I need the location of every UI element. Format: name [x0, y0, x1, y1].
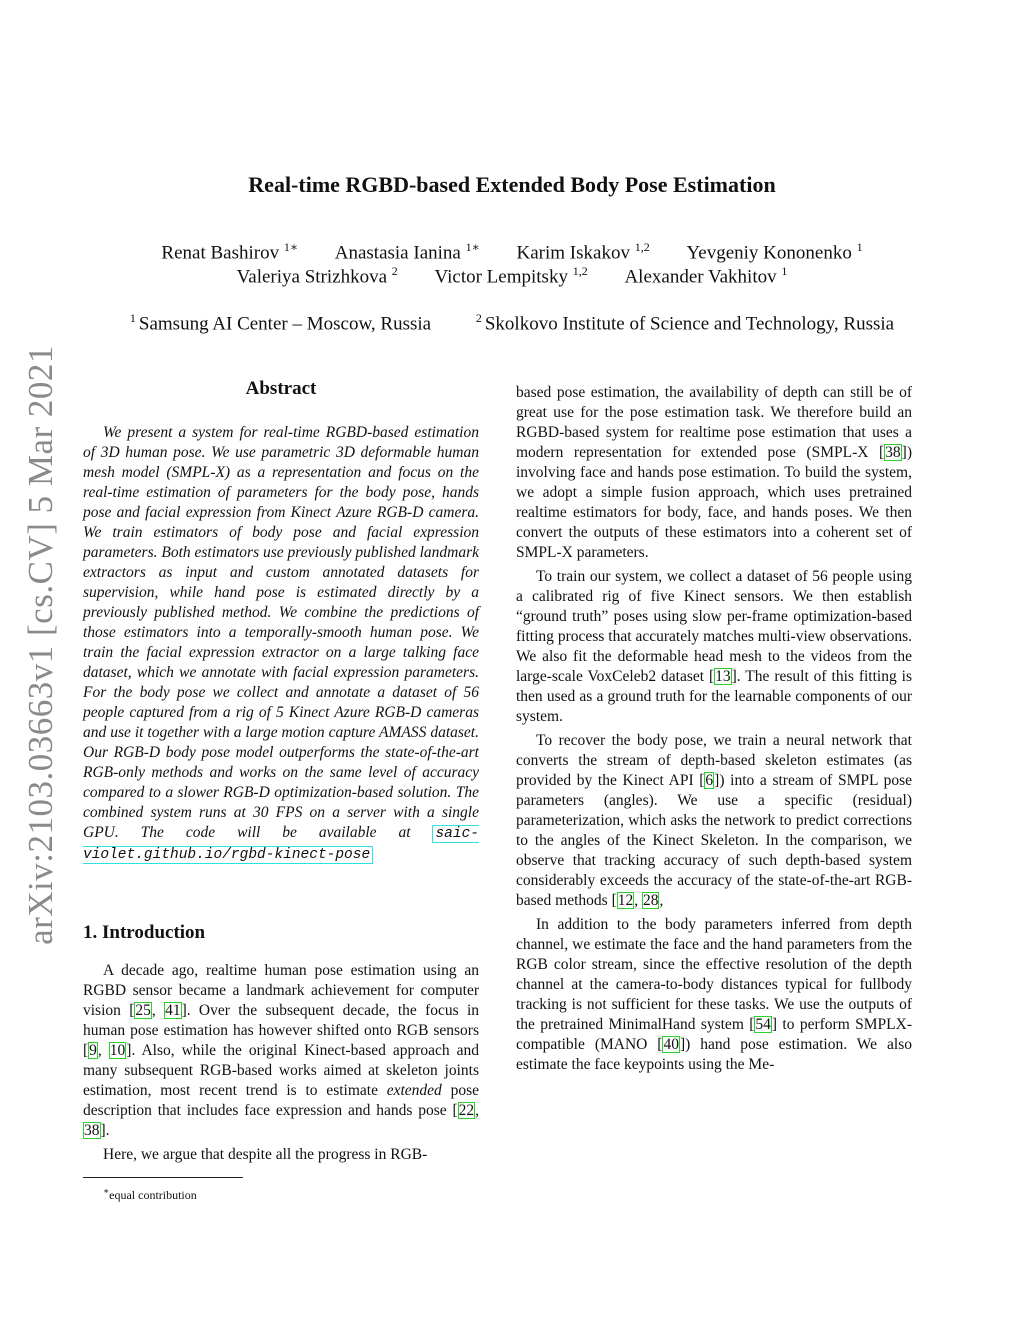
intro-paragraph: Here, we argue that despite all the progress in RGB-	[103, 1146, 428, 1163]
abstract-heading: Abstract	[245, 378, 317, 399]
arxiv-sidebar	[10, 345, 72, 945]
citation-link[interactable]: 38	[84, 1122, 100, 1139]
author: Karim Iskakov $^{1,2}$	[516, 240, 650, 264]
authors-row-2	[0, 264, 1024, 288]
citation-link[interactable]: 54	[755, 1016, 771, 1033]
author: Alexander Vakhitov $^1$	[624, 264, 788, 288]
footnote: ∗equal contribution	[103, 1186, 197, 1202]
arxiv-identifier: arXiv:2103.03663v1 [cs.CV] 5 Mar 2021	[21, 345, 60, 945]
affiliations	[0, 311, 1024, 335]
citation-link[interactable]: 12	[617, 892, 634, 909]
body-paragraph: In addition to the body parameters inferred from depth channel, we estimate the face and the hand parameters from the RGB color stream, since the effective resolution of the depth channel at the camera-to-body distances typical for fullbody tracking is not sufficient for these tasks. We use the outputs of the pretrained MinimalHand system [54] to perform SMPLX-compatible (MANO [40]) hand pose estimation. We also estimate the face keypoints using the Me-	[516, 916, 912, 1073]
citation-link[interactable]: 38	[885, 444, 901, 461]
author: Victor Lempitsky $^{1,2}$	[434, 264, 588, 288]
affiliation: $^2$ Skolkovo Institute of Science and Technology, Russia	[475, 311, 895, 335]
author: Valeriya Strizhkova $^2$	[236, 264, 398, 288]
citation-link[interactable]: 41	[165, 1002, 181, 1019]
affiliation: $^1$ Samsung AI Center – Moscow, Russia	[129, 311, 432, 335]
citation-link[interactable]: 9	[89, 1042, 97, 1059]
author: Yevgeniy Kononenko $^1$	[686, 240, 863, 264]
footnote-rule	[83, 1177, 243, 1178]
body-paragraph: based pose estimation, the availability of depth can still be of great use for the pose estimation task. We therefore build an RGBD-based system for realtime pose estimation that uses a modern representation for extended pose (SMPL-X [38]) involving face and hands pose estimation. To build the system, we adopt a simple fusion approach, which uses pretrained realtime estimators for body, face, and hands poses. We then convert the outputs of these estimators into a coherent set of SMPL-X parameters.	[516, 384, 912, 561]
citation-link[interactable]: 40	[663, 1036, 679, 1053]
left-column	[83, 379, 479, 1206]
citation-link[interactable]: 22	[458, 1102, 475, 1119]
right-column	[516, 383, 912, 1079]
citation-link[interactable]: 10	[109, 1042, 126, 1059]
authors-row-1	[0, 240, 1024, 264]
abstract-text: We present a system for real-time RGBD-based estimation of 3D human pose. We use parametric 3D deformable human mesh model (SMPL-X) as a representation and focus on the real-time estimation of parameters for the body pose, hands pose and facial expression from Kinect Azure RGB-D camera. We train estimators of body pose and facial expression parameters. Both estimators use previously published landmark extractors as input and custom annotated datasets for supervision, while hand pose is estimated directly by a previously published method. We combine the predictions of those estimators into a temporally-smooth human pose. We train the facial expression extractor on a large talking face dataset, which we annotate with facial expression parameters. For the body pose we collect and annotate a dataset of 56 people captured from a rig of 5 Kinect Azure RGB-D cameras and use it together with a large motion capture AMASS dataset. Our RGB-D body pose model outperforms the state-of-the-art RGB-only methods and works on the same level of accuracy compared to a slower RGB-D optimization-based solution. The combined system runs at 30 FPS on a server with a single GPU. The code will be available at saic-violet.github.io/rgbd-kinect-pose	[83, 424, 479, 863]
body-paragraph: To recover the body pose, we train a neural network that converts the stream of depth-based skeleton estimates (as provided by the Kinect API [6]) into a stream of SMPL pose parameters (angles). We use a specific (residual) parameterization, which asks the network to predict corrections to the angles of the Kinect Skeleton. In the comparison, we observe that tracking accuracy of such depth-based system considerably exceeds the accuracy of the state-of-the-art RGB-based methods [12, 28,	[516, 732, 912, 909]
author: Renat Bashirov $^{1∗}$	[161, 240, 298, 264]
citation-link[interactable]: 13	[715, 668, 731, 685]
citation-link[interactable]: 25	[135, 1002, 151, 1019]
body-paragraph: To train our system, we collect a dataset of 56 people using a calibrated rig of five Kinect sensors. We then establish “ground truth” poses using slow per-frame optimization-based fitting process that accurately matches multi-view observations. We also fit the deformable head mesh to the videos from the large-scale VoxCeleb2 dataset [13]. The result of this fitting is then used as a ground truth for the learnable components of our system.	[516, 568, 912, 725]
citation-link[interactable]: 28	[642, 892, 659, 909]
intro-paragraph: A decade ago, realtime human pose estimation using an RGBD sensor became a landmark achievement for computer vision [25, 41]. Over the subsequent decade, the focus in human pose estimation has however shifted onto RGB sensors [9, 10]. Also, while the original Kinect-based approach and many subsequent RGB-based works aimed at skeleton joints estimation, most recent trend is to estimate extended pose description that includes face expression and hands pose [22, 38].	[83, 962, 480, 1139]
author: Anastasia Ianina $^{1∗}$	[334, 240, 480, 264]
introduction-heading: 1. Introduction	[83, 922, 206, 943]
citation-link[interactable]: 6	[705, 772, 714, 789]
code-link[interactable]: saic-violet.github.io/rgbd-kinect-pose	[83, 826, 479, 863]
paper-title: Real-time RGBD-based Extended Body Pose Estimation	[248, 172, 776, 197]
